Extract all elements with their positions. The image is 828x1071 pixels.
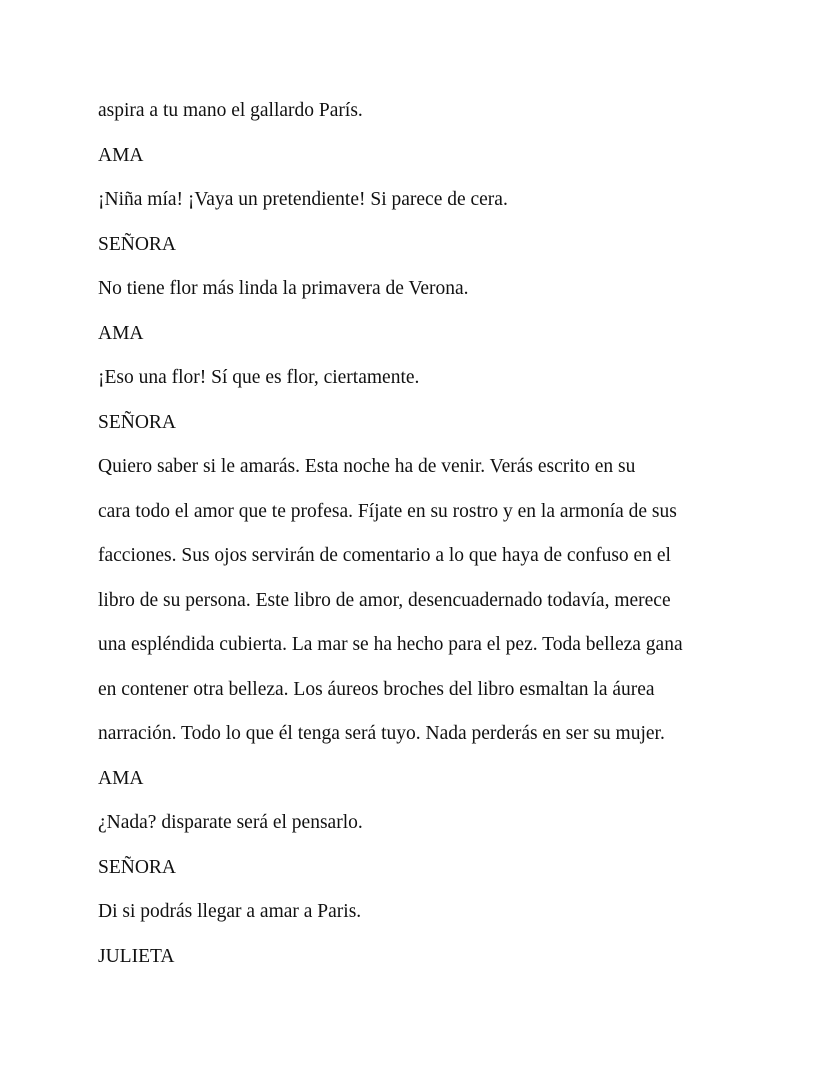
play-text (98, 96, 778, 986)
dialogue-line: facciones. Sus ojos servirán de comentario a lo que haya de confuso en el (98, 545, 671, 566)
dialogue-line: narración. Todo lo que él tenga será tuyo. Nada perderás en ser su mujer. (98, 723, 665, 744)
dialogue-line: ¡Niña mía! ¡Vaya un pretendiente! Si parece de cera. (98, 189, 508, 210)
speaker-name: AMA (98, 144, 144, 166)
dialogue-line: una espléndida cubierta. La mar se ha hecho para el pez. Toda belleza gana (98, 634, 683, 655)
speaker-name: SEÑORA (98, 856, 177, 878)
dialogue-line: ¿Nada? disparate será el pensarlo. (98, 812, 363, 833)
speaker-name: SEÑORA (98, 411, 177, 433)
dialogue-line: Quiero saber si le amarás. Esta noche ha de venir. Verás escrito en su (98, 456, 636, 477)
dialogue-line: aspira a tu mano el gallardo París. (98, 100, 363, 121)
dialogue-line: libro de su persona. Este libro de amor, desencuadernado todavía, merece (98, 589, 671, 611)
speaker-name: SEÑORA (98, 233, 177, 255)
dialogue-line: en contener otra belleza. Los áureos broches del libro esmaltan la áurea (98, 678, 655, 700)
speaker-name: AMA (98, 767, 144, 789)
dialogue-line: No tiene flor más linda la primavera de Verona. (98, 278, 469, 299)
speaker-name: AMA (98, 322, 144, 344)
dialogue-line: ¡Eso una flor! Sí que es flor, ciertamente. (98, 367, 420, 388)
dialogue-line: Di si podrás llegar a amar a Paris. (98, 901, 362, 922)
dialogue-line: cara todo el amor que te profesa. Fíjate en su rostro y en la armonía de sus (98, 500, 677, 522)
speaker-name: JULIETA (98, 945, 175, 967)
